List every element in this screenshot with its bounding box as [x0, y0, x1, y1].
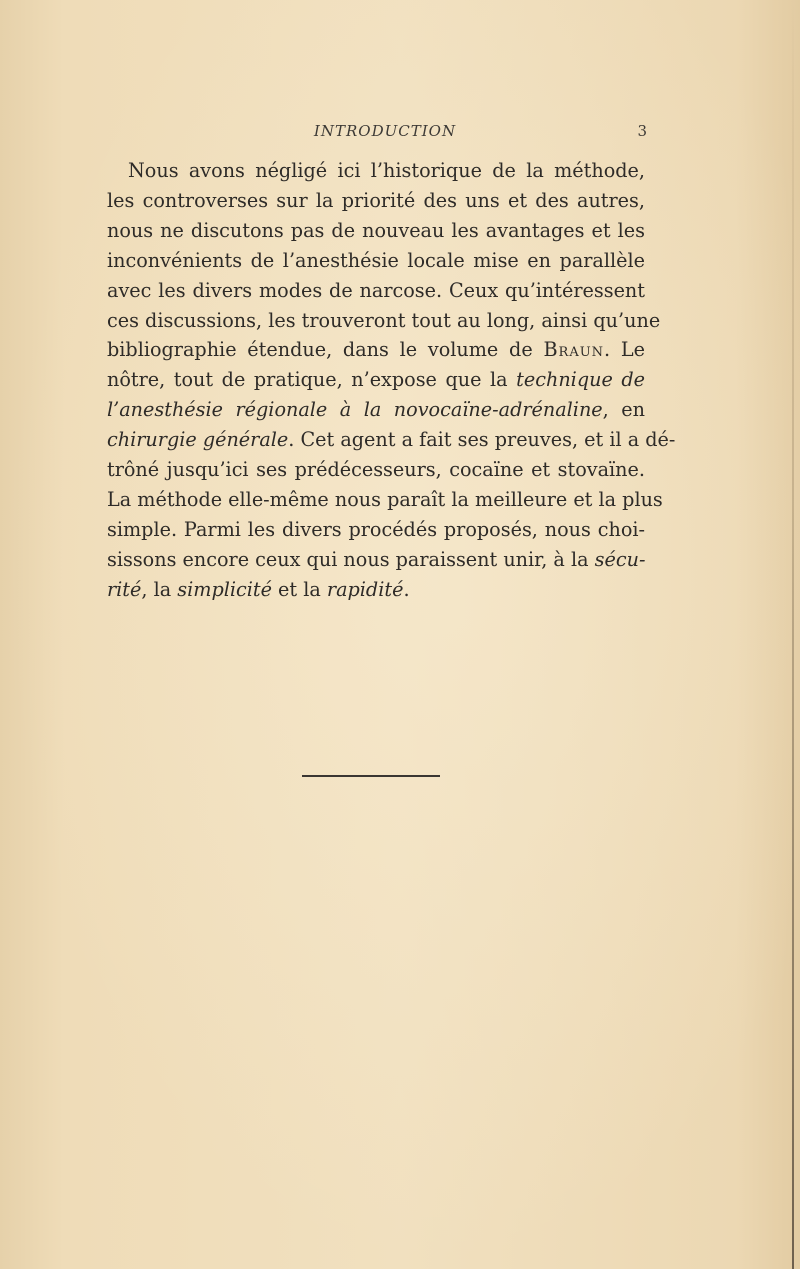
emphasis-run: technique de [516, 368, 646, 392]
text-run: nôtre, tout de pratique, n’expose que la [107, 368, 508, 392]
text-line [107, 425, 676, 455]
text-run: , en [602, 398, 645, 422]
text-run: avec les divers modes de narcose. Ceux qu’intéressent [107, 278, 645, 302]
text-line [107, 575, 645, 605]
emphasis-run: l’anesthésie régionale à la novocaïne-adrénaline [107, 398, 603, 422]
text-run: sissons encore ceux qui nous paraissent unir, à la [107, 547, 589, 571]
running-title: INTRODUCTION [313, 122, 457, 140]
text-line [107, 276, 645, 306]
text-run: simple. Parmi les divers procédés proposés, nous choi- [107, 517, 645, 541]
text-line [107, 186, 645, 216]
body-paragraph [107, 156, 676, 605]
text-run: et la [271, 577, 321, 601]
text-run: bibliographie étendue, dans le volume de [107, 338, 533, 362]
text-line [107, 246, 645, 276]
text-run: La méthode elle-même nous paraît la meilleure et la plus [107, 487, 663, 511]
text-line [107, 485, 663, 515]
page-number: 3 [637, 122, 647, 140]
emphasis-run: rité [107, 577, 142, 601]
text-line [107, 335, 645, 365]
running-header [105, 122, 645, 146]
text-run: . [403, 577, 410, 601]
text-line [107, 545, 645, 575]
emphasis-run: rapidité [326, 577, 404, 601]
text-line [107, 515, 645, 545]
text-line [107, 395, 645, 425]
text-run: inconvénients de l’anesthésie locale mise en parallèle [107, 248, 645, 272]
author-name: Braun [543, 338, 605, 362]
text-line [107, 306, 661, 336]
text-line [107, 455, 645, 485]
section-end-rule [302, 775, 440, 777]
text-run: trôné jusqu’ici ses prédécesseurs, cocaïne et stovaïne. [107, 458, 645, 482]
emphasis-run: chirurgie générale [107, 428, 289, 452]
text-line [107, 365, 645, 395]
text-run: , la [141, 577, 172, 601]
emphasis-run: simplicité [177, 577, 272, 601]
page-edge-shadow [792, 0, 794, 1269]
text-line [107, 156, 645, 186]
text-run: les controverses sur la priorité des uns et des autres, [107, 188, 645, 212]
text-run: Nous avons négligé ici l’historique de la méthode, [128, 159, 645, 182]
text-run: . Le [604, 338, 645, 362]
text-line [107, 216, 645, 246]
text-run: nous ne discutons pas de nouveau les avantages et les [107, 218, 645, 242]
text-run: . Cet agent a fait ses preuves, et il a dé- [288, 428, 676, 452]
text-run: ces discussions, les trouveront tout au long, ainsi qu’une [107, 308, 661, 332]
emphasis-run: sécu- [594, 547, 646, 571]
